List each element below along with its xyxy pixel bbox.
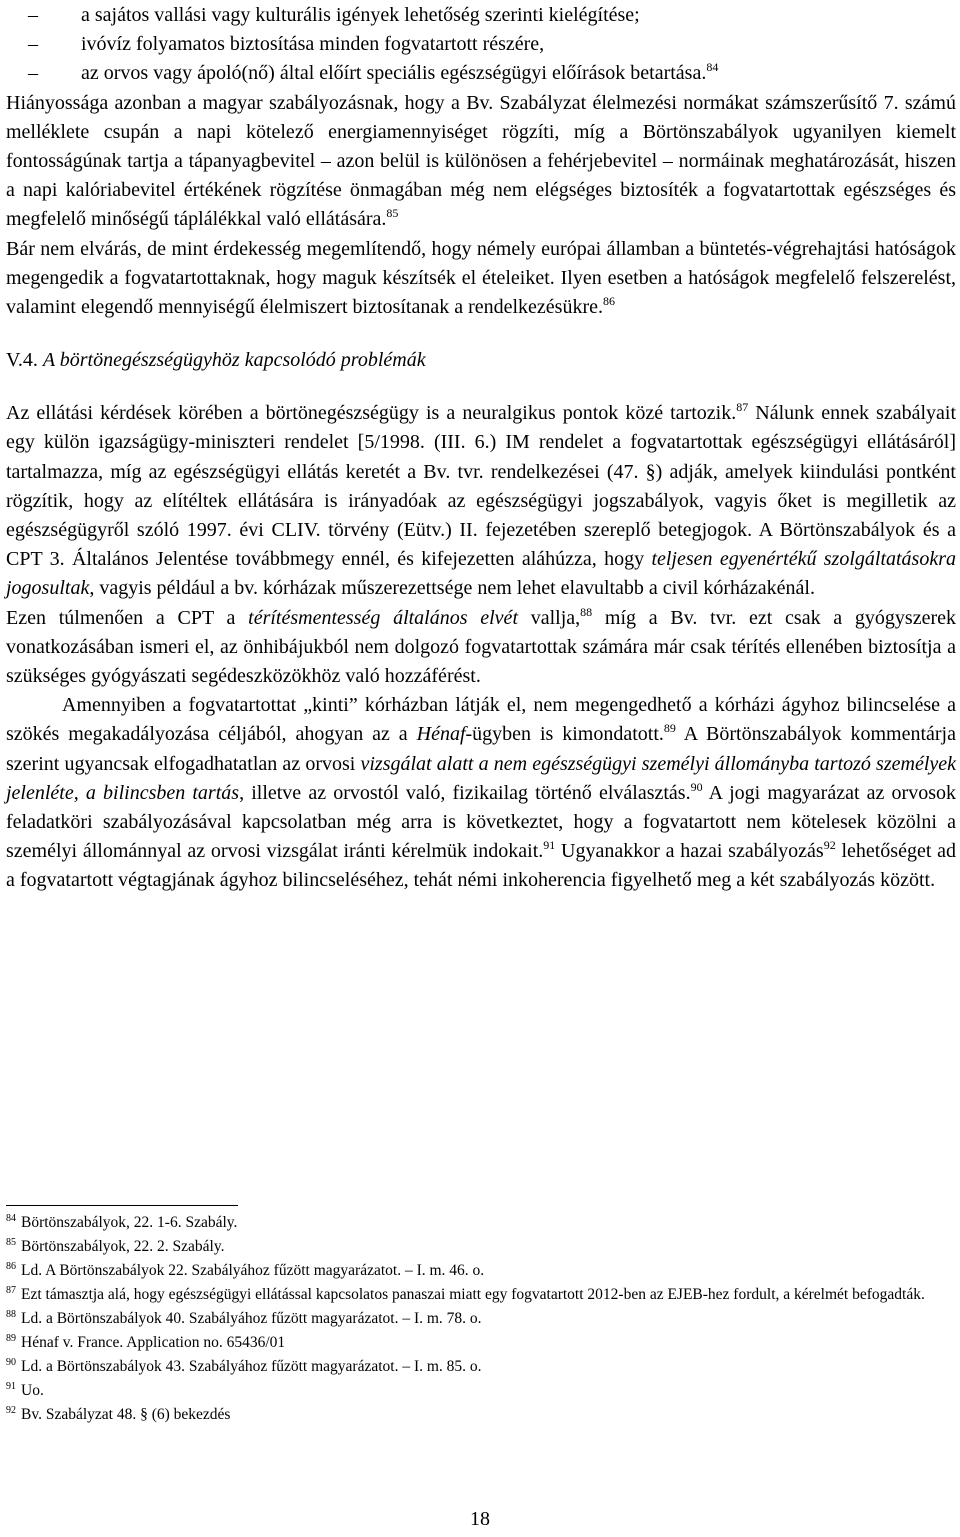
footnote-ref[interactable]: 86 bbox=[603, 294, 615, 309]
paragraph-text: Nálunk ennek szabályait egy külön igazságügy-miniszteri rendelet [5/1998. (III. 6.) IM rendelet a fogvatartottak egészségügyi ellátásáról] tartalmazza, míg az egészségügyi ellátás keretét a Bv. tvr. rendelkezései (47. §) adják, amelyek kiindulási pontként rögzítik, hogy az elítéltek ellátására is irányadóak az egészségügyi jogszabályok, vagyis őket is megilletik az egészségügyről szóló 1997. évi CLIV. törvény (Eütv.) II. fejezetében szereplő betegjogok. A Börtönszabályok és a CPT 3. Általános Jelentése továbbmegy ennél, és kifejezetten aláhúzza, hogy bbox=[6, 402, 956, 571]
footnote-number: 92 bbox=[6, 1405, 16, 1416]
paragraph bbox=[6, 399, 956, 603]
footnote-ref[interactable]: 87 bbox=[736, 400, 749, 415]
paragraph-text: Bár nem elvárás, de mint érdekesség megemlítendő, hogy némely európai államban a büntetés-végrehajtási hatóságok megengedik a fogvatartottaknak, hogy maguk készítsék el ételeiket. Ilyen esetben a hatóságok megfelelő felszerelést, valamint elegendő mennyiségű élelmiszert biztosítanak a rendelkezésükre. bbox=[6, 237, 956, 319]
paragraph-text: Ezen túlmenően a CPT a bbox=[6, 606, 236, 629]
footnote bbox=[6, 1355, 956, 1379]
bullet-dash: – bbox=[28, 4, 38, 26]
paragraph bbox=[6, 89, 956, 235]
footnote-number: 86 bbox=[6, 1261, 16, 1272]
footnote-number: 85 bbox=[6, 1237, 16, 1248]
footnote bbox=[6, 1211, 956, 1235]
list-item bbox=[6, 30, 956, 59]
paragraph-text: Az ellátási kérdések körében a börtönegészségügy is a neuralgikus pontok közé tartozik. bbox=[6, 402, 737, 425]
footnote bbox=[6, 1235, 956, 1259]
emphasis-text: teljesen egyenértékű szolgáltatásokra jogosultak bbox=[6, 548, 957, 600]
footnote bbox=[6, 1379, 956, 1403]
footnote bbox=[6, 1259, 956, 1283]
footnote-ref[interactable]: 90 bbox=[690, 779, 703, 794]
paragraph-text: míg a Bv. tvr. ezt csak a gyógyszerek vonatkozásában ismeri el, az önhibájukból nem dolgozó fogvatartottak számára már csak térítés ellenében biztosítja a szükséges gyógyászati segédeszközökhöz való hozzáférést. bbox=[6, 606, 956, 688]
footnote-text: Uo. bbox=[21, 1382, 44, 1399]
paragraph-text: A jogi magyarázat az orvosok feladatköri szabályozásával kapcsolatban még arra is következtet, hogy a fogvatartott nem kötelesek közölni a személyi állománnyal az orvosi vizsgálat iránti kérelmük indokait. bbox=[6, 781, 957, 863]
list-item-text: a sajátos vallási vagy kulturális igények lehetőség szerinti kielégítése; bbox=[81, 4, 640, 26]
footnote-ref[interactable]: 88 bbox=[580, 604, 593, 619]
footnote-ref[interactable]: 85 bbox=[386, 206, 399, 221]
emphasis-text: vizsgálat alatt a nem egészségügyi személyi állományba tartozó személyek jelenléte, a bilincsben tartás bbox=[6, 752, 957, 804]
paragraph-text: lehetőséget ad a fogvatartott végtagjának ágyhoz bilincseléséhez, tehát némi inkoherencia figyelhető meg a két szabályozás között. bbox=[6, 840, 957, 892]
case-name: Hénaf bbox=[416, 723, 466, 746]
paragraph-text: -ügyben is kimondatott. bbox=[465, 723, 664, 746]
paragraph-text: Amennyiben a fogvatartottat „kinti” kórházban látják el, nem megengedhető a kórházi ágyhoz bilincselése a szökés megakadályozása céljából, ahogyan az a bbox=[6, 694, 956, 746]
emphasis-text: térítésmentesség általános elvét bbox=[248, 606, 518, 629]
section-number: V.4. bbox=[6, 349, 38, 372]
section-title: A börtönegészségügyhöz kapcsolódó problémák bbox=[42, 349, 426, 372]
list-item-text: ivóvíz folyamatos biztosítása minden fogvatartott részére, bbox=[81, 33, 545, 56]
footnote-number: 89 bbox=[6, 1333, 16, 1344]
footnote-ref[interactable]: 89 bbox=[663, 721, 676, 736]
footnote-text: Bv. Szabályzat 48. § (6) bekezdés bbox=[21, 1406, 231, 1423]
paragraph-text: A Börtönszabályok kommentárja szerint ugyancsak elfogadhatatlan az orvosi bbox=[6, 723, 956, 775]
list-item bbox=[6, 1, 956, 30]
paragraph-text: , vagyis például a bv. kórházak műszerezettsége nem lehet elavultabb a civil kórházakénál. bbox=[89, 577, 815, 600]
list-item bbox=[6, 59, 956, 88]
footnote bbox=[6, 1403, 956, 1427]
paragraph bbox=[6, 691, 956, 895]
footnote-text: Ld. a Börtönszabályok 40. Szabályához fűzött magyarázatot. – I. m. 78. o. bbox=[21, 1310, 482, 1327]
footnote-number: 91 bbox=[6, 1381, 16, 1392]
footnote-separator bbox=[6, 1205, 238, 1206]
footnote-number: 87 bbox=[6, 1285, 16, 1296]
footnote-ref[interactable]: 91 bbox=[543, 838, 556, 853]
footnote bbox=[6, 1283, 956, 1307]
paragraph-text: Hiányossága azonban a magyar szabályozásnak, hogy a Bv. Szabályzat élelmezési normákat számszerűsítő 7. számú melléklete csupán a napi kötelező energiamennyiséget rögzíti, míg a Börtönszabályok ugyanilyen kiemelt fontosságúnak tartja a tápanyagbevitel – azon belül is különösen a fehérjebevitel – normáinak meghatározását, hiszen a napi kalóriabevitel értékének rögzítése önmagában még nem elégséges biztosíték a fogvatartottak egészséges és megfelelő minőségű táplálékkal való ellátására. bbox=[6, 91, 956, 231]
footnote bbox=[6, 1331, 956, 1355]
footnote-ref[interactable]: 84 bbox=[706, 60, 719, 75]
footnote-text: Ld. A Börtönszabályok 22. Szabályához fűzött magyarázatot. – I. m. 46. o. bbox=[21, 1262, 485, 1279]
footnote bbox=[6, 1307, 956, 1331]
footnote-text: Börtönszabályok, 22. 2. Szabály. bbox=[21, 1238, 225, 1255]
section-heading bbox=[6, 346, 956, 375]
footnote-text: Hénaf v. France. Application no. 65436/01 bbox=[21, 1334, 286, 1351]
page-number: 18 bbox=[470, 1508, 490, 1530]
footnotes bbox=[6, 1211, 956, 1427]
footnote-number: 84 bbox=[6, 1213, 16, 1224]
paragraph-text: Ugyanakkor a hazai szabályozás bbox=[561, 840, 824, 863]
body-text bbox=[6, 1, 956, 896]
paragraph bbox=[6, 604, 956, 692]
footnote-ref[interactable]: 92 bbox=[823, 838, 836, 853]
bullet-dash: – bbox=[28, 62, 38, 85]
paragraph bbox=[6, 235, 956, 323]
footnote-text: Börtönszabályok, 22. 1-6. Szabály. bbox=[21, 1214, 238, 1231]
footnote-number: 88 bbox=[6, 1309, 16, 1320]
bullet-dash: – bbox=[28, 33, 38, 56]
footnote-text: Ezt támasztja alá, hogy egészségügyi ellátással kapcsolatos panaszai miatt egy fogvatartott 2012-ben az EJEB-hez fordult, a kérelmét befogadták. bbox=[21, 1286, 925, 1303]
footnote-number: 90 bbox=[6, 1357, 16, 1368]
footnote-text: Ld. a Börtönszabályok 43. Szabályához fűzött magyarázatot. – I. m. 85. o. bbox=[21, 1358, 482, 1375]
paragraph-text: vallja, bbox=[530, 606, 581, 629]
paragraph-text: , illetve az orvostól való, fizikailag történő elválasztás. bbox=[239, 781, 691, 804]
list-item-text: az orvos vagy ápoló(nő) által előírt speciális egészségügyi előírások betartása. bbox=[81, 62, 707, 85]
